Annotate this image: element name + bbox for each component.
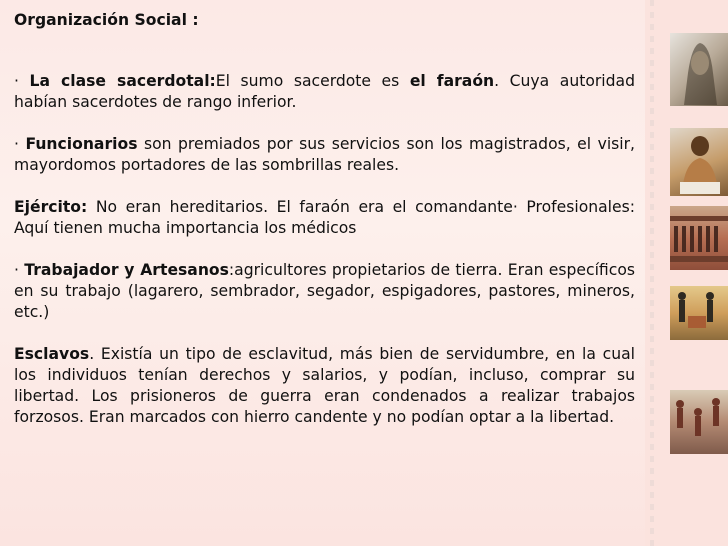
bullet: · (14, 72, 30, 90)
bullet: · (14, 135, 26, 153)
seated-scribe-image (670, 128, 728, 196)
dashed-divider (650, 0, 654, 546)
text: :agricultores propietarios de tierra. Eran específicos en su trabajo (lagarero, sembrador, segador, espigadores, pastores, mineros, etc.) (14, 261, 635, 321)
soldier-models-image (670, 206, 728, 270)
label-trabajadores: Trabajador y Artesanos (24, 261, 229, 279)
slide-title: Organización Social : (14, 11, 199, 29)
slide-body (14, 10, 635, 449)
label-funcionarios: Funcionarios (25, 135, 138, 153)
slaves-painting-image (670, 390, 728, 454)
text: . Existía un tipo de esclavitud, más bien de servidumbre, en la cual los individuos tenían derechos y salarios, y podían, incluso, comprar su libertad. Los prisioneros de guerra eran condenados a realizar trabajos forzosos. Eran marcados con hierro candente y no podían optar a la libertad. (14, 345, 635, 426)
paragraph-funcionarios (14, 134, 635, 176)
text: El sumo sacerdote es (215, 72, 410, 90)
text: No eran hereditarios. El faraón era el comandante· Profesionales: Aquí tienen mucha importancia los médicos (14, 198, 635, 237)
label-ejercito: Ejército: (14, 198, 88, 216)
paragraph-trabajadores (14, 260, 635, 323)
text: son premiados por sus servicios son los magistrados, el visir, mayordomos portadores de las sombrillas reales. (14, 135, 635, 174)
paragraph-ejercito (14, 197, 635, 239)
label-clase-sacerdotal: La clase sacerdotal: (29, 72, 216, 90)
text: . Cuya autoridad habían sacerdotes de rango inferior. (14, 72, 635, 111)
bullet: · (14, 261, 25, 279)
pharaoh-statue-image (670, 33, 728, 106)
workers-painting-image (670, 286, 728, 340)
emphasis-faraon: el faraón (409, 72, 495, 90)
paragraph-esclavos (14, 344, 635, 428)
paragraph-clase-sacerdotal (14, 71, 635, 113)
label-esclavos: Esclavos (14, 345, 90, 363)
